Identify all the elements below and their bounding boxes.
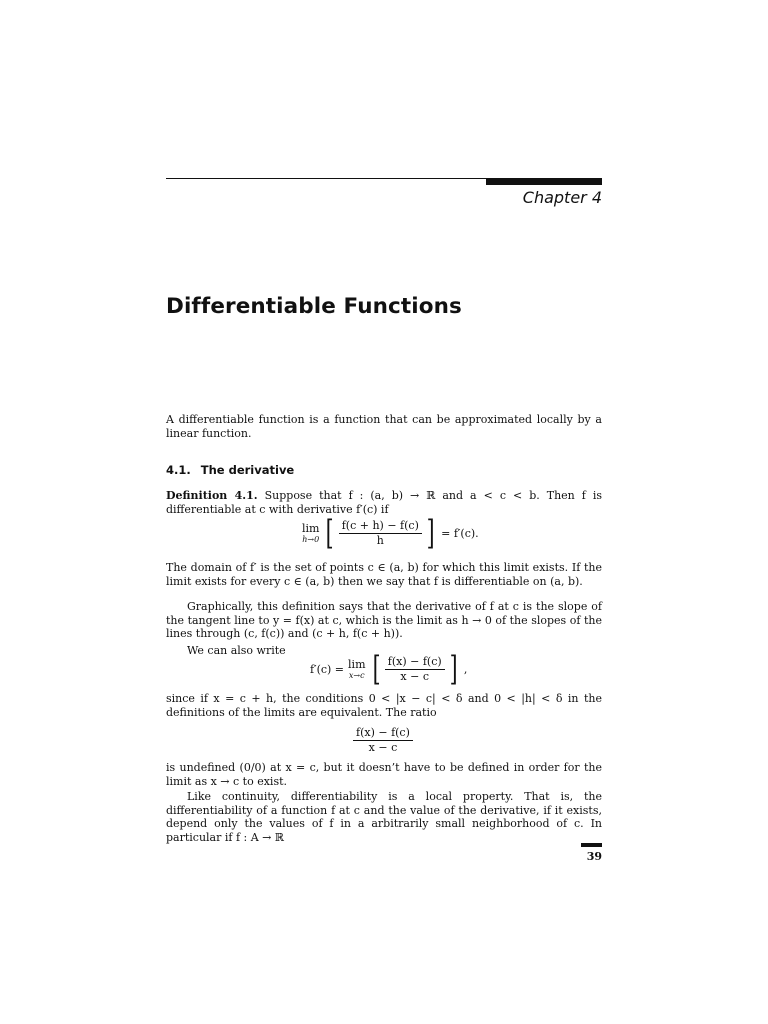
section-heading xyxy=(166,463,294,477)
right-bracket: ] xyxy=(426,513,435,553)
definition-paragraph xyxy=(166,489,602,516)
paragraph-conditions: since if x = c + h, the conditions 0 < |x − c| < δ and 0 < |h| < δ in the definitions of the limits are equivalent. The ratio xyxy=(166,692,602,719)
right-bracket: ] xyxy=(449,649,458,689)
equation-rhs: , xyxy=(463,662,468,676)
equation-ratio xyxy=(351,726,415,755)
intro-paragraph: A differentiable function is a function that can be approximated locally by a linear function. xyxy=(166,413,602,440)
paragraph-undefined: is undefined (0/0) at x = c, but it doesn’t have to be defined in order for the limit as x → c to exist. xyxy=(166,761,602,788)
chapter-rule-thick xyxy=(486,178,602,185)
paragraph-also-write: We can also write xyxy=(187,644,286,657)
difference-quotient: $\frac{f(x) - f(c)}{x - c}$ xyxy=(385,655,445,684)
equation-rhs: = f′(c). xyxy=(441,526,479,540)
left-bracket: [ xyxy=(372,649,381,689)
left-bracket: [ xyxy=(326,513,335,553)
chapter-title: Differentiable Functions xyxy=(166,294,462,319)
difference-quotient: $\frac{f(c + h) - f(c)}{h}$ xyxy=(339,519,422,548)
page-number-bar xyxy=(581,843,602,847)
limit-operator: lim x→c xyxy=(348,657,366,680)
paragraph-local-property: Like continuity, differentiability is a local property. That is, the differentiability of a function f at c and the value of the derivative, if it exists, depend only the values of f in a arbitrarily small neighborhood of c. In particular if f : A → ℝ xyxy=(166,790,602,844)
definition-label: Definition 4.1. xyxy=(166,489,258,502)
paragraph-domain: The domain of f′ is the set of points c ∈ (a, b) for which this limit exists. If the limit exists for every c ∈ (a, b) then we say that f is differentiable on (a, b). xyxy=(166,561,602,588)
chapter-label: Chapter 4 xyxy=(522,188,602,207)
equation-alt-definition xyxy=(310,649,468,689)
paragraph-graphical: Graphically, this definition says that the derivative of f at c is the slope of the tangent line to y = f(x) at c, which is the limit as h → 0 of the slopes of the lines through (c, f(c)) and (c + h, f(c + h)). xyxy=(166,600,602,641)
definition-text: Suppose that f : (a, b) → ℝ and a < c < b. Then f is differentiable at c with derivative f′(c) if xyxy=(166,489,602,516)
page-number: 39 xyxy=(586,850,602,863)
equation-lhs: f′(c) = xyxy=(310,662,345,676)
limit-operator: lim h→0 xyxy=(302,521,320,544)
equation-derivative-definition xyxy=(302,513,479,553)
ratio-fraction: $\frac{f(x) - f(c)}{x - c}$ xyxy=(353,726,413,755)
section-title: The derivative xyxy=(200,463,295,477)
section-number: 4.1. xyxy=(166,463,191,477)
